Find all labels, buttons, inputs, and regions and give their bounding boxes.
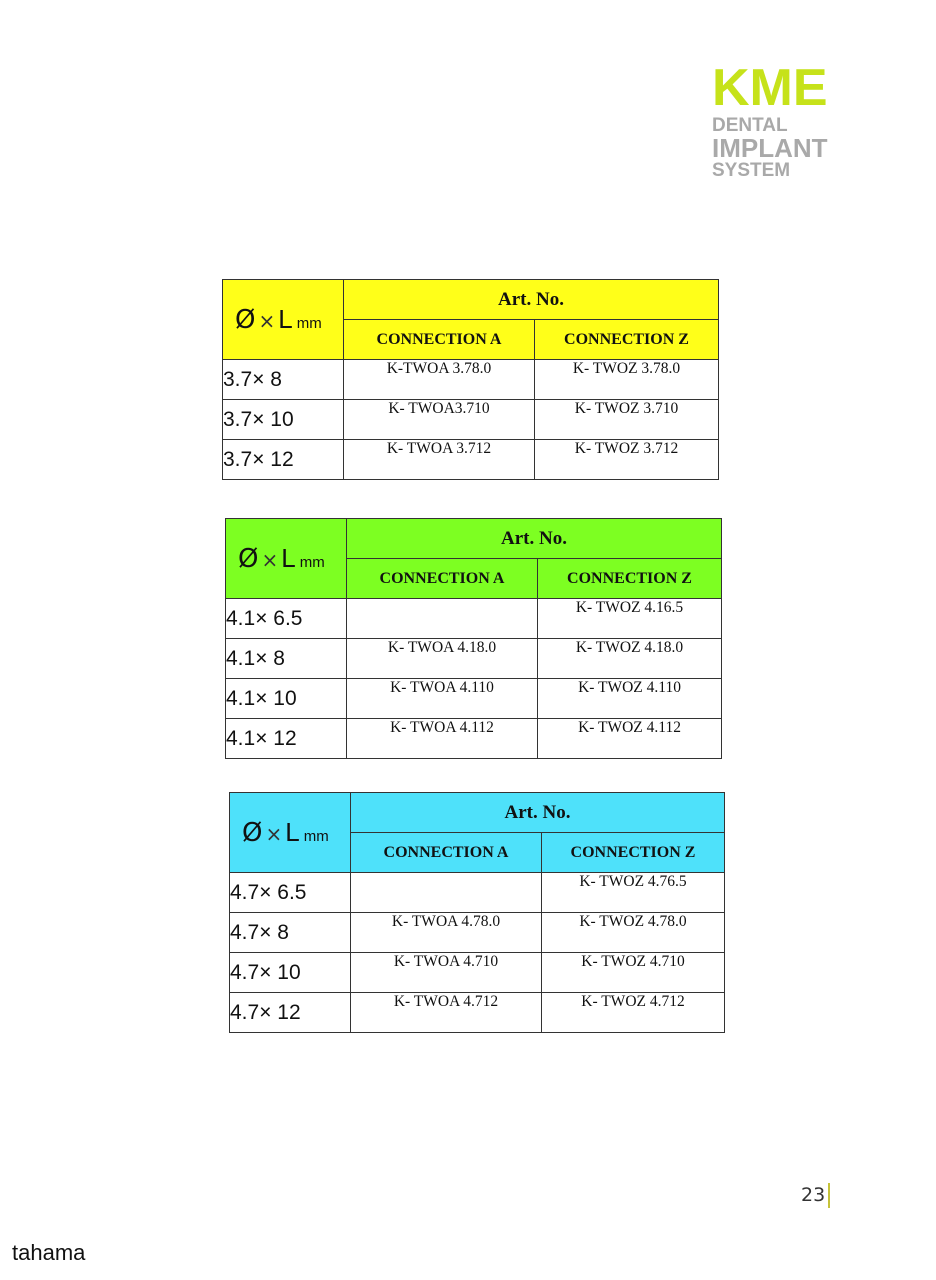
diameter-symbol: Ø (235, 305, 256, 335)
connection-z-cell: K- TWOZ 3.712 (535, 440, 719, 480)
connection-a-cell: K- TWOA 3.712 (344, 440, 535, 480)
unit-label: mm (303, 828, 329, 845)
times-symbol: × (265, 822, 283, 846)
spec-table-3-7 (222, 279, 719, 480)
connection-a-cell: K- TWOA3.710 (344, 400, 535, 440)
connection-z-cell: K- TWOZ 4.710 (542, 953, 725, 993)
spec-table-4-1 (225, 518, 722, 759)
connection-z-cell: K- TWOZ 4.76.5 (542, 873, 725, 913)
connection-a-cell: K- TWOA 4.18.0 (347, 639, 538, 679)
times-symbol: × (261, 548, 279, 572)
connection-a-cell: K- TWOA 4.78.0 (351, 913, 542, 953)
size-cell: 4.7× 12 (230, 993, 351, 1033)
size-cell: 4.1× 10 (226, 679, 347, 719)
length-symbol: L (281, 543, 296, 573)
connection-z-cell: K- TWOZ 4.110 (538, 679, 722, 719)
connection-a-cell: K-TWOA 3.78.0 (344, 360, 535, 400)
connection-z-cell: K- TWOZ 3.710 (535, 400, 719, 440)
connection-z-header: CONNECTION Z (538, 559, 722, 599)
size-cell: 3.7× 12 (223, 440, 344, 480)
table-row (226, 599, 722, 639)
table-row (230, 873, 725, 913)
dimension-header (223, 280, 344, 360)
art-no-header: Art. No. (351, 793, 725, 833)
unit-label: mm (296, 315, 322, 332)
connection-a-cell: K- TWOA 4.712 (351, 993, 542, 1033)
footer-text: tahama (12, 1240, 86, 1265)
connection-a-cell: K- TWOA 4.112 (347, 719, 538, 759)
connection-a-header: CONNECTION A (351, 833, 542, 873)
dimension-header (230, 793, 351, 873)
connection-a-cell (351, 873, 542, 913)
connection-a-cell: K- TWOA 4.110 (347, 679, 538, 719)
size-cell: 4.7× 8 (230, 913, 351, 953)
table-row (230, 953, 725, 993)
connection-a-header: CONNECTION A (347, 559, 538, 599)
size-cell: 4.1× 8 (226, 639, 347, 679)
diameter-symbol: Ø (242, 818, 263, 848)
art-no-header: Art. No. (344, 280, 719, 320)
spec-table-4-7 (229, 792, 725, 1033)
logo-line-implant: IMPLANT (712, 133, 828, 163)
connection-z-cell: K- TWOZ 3.78.0 (535, 360, 719, 400)
length-symbol: L (285, 817, 300, 847)
art-no-header: Art. No. (347, 519, 722, 559)
kme-logo (712, 59, 828, 181)
table-row (223, 400, 719, 440)
logo-line-dental: DENTAL (712, 115, 788, 136)
connection-a-cell (347, 599, 538, 639)
table-row (223, 440, 719, 480)
diameter-symbol: Ø (238, 544, 259, 574)
connection-z-cell: K- TWOZ 4.18.0 (538, 639, 722, 679)
length-symbol: L (278, 304, 293, 334)
table-row (226, 639, 722, 679)
page-number-bar (828, 1183, 830, 1208)
dimension-header (226, 519, 347, 599)
table-row (230, 993, 725, 1033)
size-cell: 3.7× 8 (223, 360, 344, 400)
size-cell: 4.1× 12 (226, 719, 347, 759)
connection-a-cell: K- TWOA 4.710 (351, 953, 542, 993)
table-row (226, 719, 722, 759)
connection-z-cell: K- TWOZ 4.712 (542, 993, 725, 1033)
unit-label: mm (299, 554, 325, 571)
page-number: 23 (801, 1184, 826, 1206)
connection-z-header: CONNECTION Z (542, 833, 725, 873)
size-cell: 4.7× 6.5 (230, 873, 351, 913)
size-cell: 3.7× 10 (223, 400, 344, 440)
logo-brand: KME (712, 59, 828, 117)
connection-z-cell: K- TWOZ 4.112 (538, 719, 722, 759)
connection-z-cell: K- TWOZ 4.78.0 (542, 913, 725, 953)
connection-a-header: CONNECTION A (344, 320, 535, 360)
table-row (223, 360, 719, 400)
connection-z-header: CONNECTION Z (535, 320, 719, 360)
size-cell: 4.1× 6.5 (226, 599, 347, 639)
size-cell: 4.7× 10 (230, 953, 351, 993)
table-row (226, 679, 722, 719)
times-symbol: × (258, 309, 276, 333)
logo-line-system: SYSTEM (712, 160, 791, 181)
connection-z-cell: K- TWOZ 4.16.5 (538, 599, 722, 639)
table-row (230, 913, 725, 953)
